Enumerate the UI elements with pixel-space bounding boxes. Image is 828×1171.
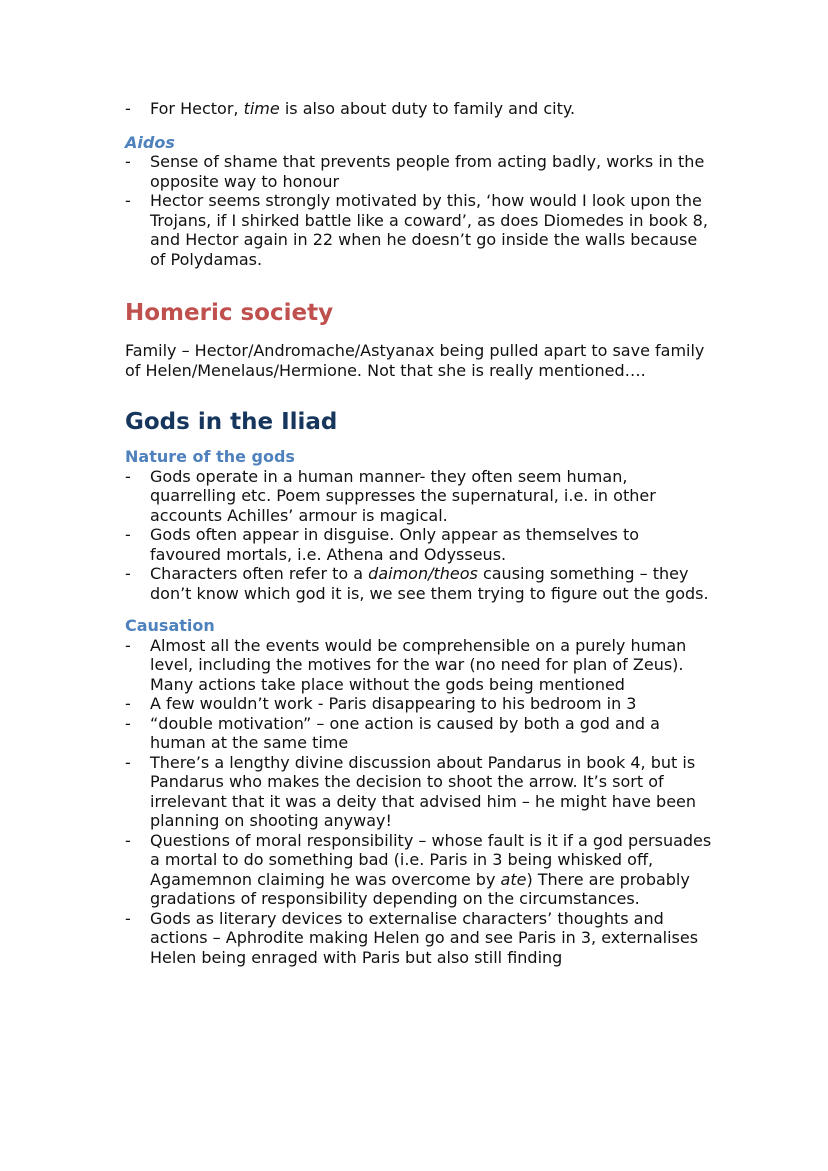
intro-list — [125, 99, 715, 119]
gods-heading: Gods in the Iliad — [125, 409, 338, 435]
list-item — [125, 564, 715, 603]
italic-term: ate — [500, 869, 527, 889]
bullet-dash: - — [125, 635, 131, 655]
list-item-text — [150, 564, 709, 603]
list-item — [125, 467, 715, 526]
text-run: Hector seems strongly motivated by this, ‘how would I look upon the Trojans, if I shirked battle like a coward’, as does Diomedes in book 8, and Hector again in 22 when he doesn’t go inside the walls because of Polydamas. — [150, 191, 708, 269]
list-item — [125, 831, 715, 909]
list-item-text — [150, 694, 636, 713]
list-item-text — [150, 714, 660, 753]
list-item-text — [150, 191, 708, 269]
aidos-list — [125, 152, 715, 269]
text-run: For Hector, — [150, 99, 244, 118]
list-item-text — [150, 467, 656, 525]
list-item-text — [150, 99, 575, 118]
list-item — [125, 753, 715, 831]
text-run: Gods as literary devices to externalise characters’ thoughts and actions – Aphrodite making Helen go and see Paris in 3, externalises Helen being enraged with Paris but also still finding — [150, 908, 699, 967]
list-item-text — [150, 636, 686, 694]
list-item — [125, 191, 715, 269]
list-item-text — [150, 831, 711, 909]
causation-list — [125, 636, 715, 968]
bullet-dash: - — [125, 525, 131, 544]
text-run: “double motivation” – one action is caused by both a god and a human at the same time — [150, 713, 660, 752]
bullet-dash: - — [125, 713, 131, 733]
list-item — [125, 694, 715, 714]
document-page — [125, 99, 715, 967]
nature-of-gods-heading: Nature of the gods — [125, 447, 295, 466]
list-item-text — [150, 909, 698, 967]
bullet-dash: - — [125, 152, 131, 171]
bullet-dash: - — [125, 694, 131, 713]
italic-term: time — [243, 99, 280, 118]
bullet-dash: - — [125, 564, 131, 583]
italic-term: daimon/theos — [368, 564, 478, 583]
text-run: A few wouldn’t work - Paris disappearing to his bedroom in 3 — [150, 694, 637, 713]
bullet-dash: - — [125, 752, 131, 772]
list-item-text — [150, 753, 696, 831]
text-run: Sense of shame that prevents people from acting badly, works in the opposite way to honour — [150, 152, 705, 191]
homeric-society-heading: Homeric society — [125, 300, 334, 326]
text-run: Almost all the events would be comprehensible on a purely human level, including the motives for the war (no need for plan of Zeus). Many actions take place without the gods being mentioned — [150, 635, 687, 694]
text-run: is also about duty to family and city. — [279, 99, 576, 118]
text-run: Gods often appear in disguise. Only appear as themselves to favoured mortals, i.e. Athena and Odysseus. — [150, 525, 640, 564]
list-item — [125, 152, 715, 191]
nature-of-gods-list — [125, 467, 715, 604]
list-item — [125, 714, 715, 753]
causation-heading: Causation — [125, 616, 215, 635]
text-run: There’s a lengthy divine discussion about Pandarus in book 4, but is Pandarus who makes the decision to shoot the arrow. It’s sort of irrelevant that it was a deity that advised him – he might have been planning on shooting anyway! — [150, 752, 697, 830]
bullet-dash: - — [125, 466, 131, 486]
list-item — [125, 909, 715, 968]
homeric-society-paragraph: Family – Hector/Andromache/Astyanax being pulled apart to save family of Helen/Menelaus/Hermione. Not that she is really mentioned…. — [125, 341, 705, 380]
bullet-dash: - — [125, 99, 131, 118]
bullet-dash: - — [125, 908, 131, 928]
text-run: Characters often refer to a — [150, 564, 369, 583]
list-item-text — [150, 152, 704, 191]
aidos-heading: Aidos — [125, 132, 175, 152]
text-run: Gods operate in a human manner- they often seem human, quarrelling etc. Poem suppresses the supernatural, i.e. in other accounts Achilles’ armour is magical. — [150, 466, 656, 525]
bullet-dash: - — [125, 830, 131, 850]
bullet-dash: - — [125, 191, 131, 210]
list-item — [125, 636, 715, 695]
text-run: causing something – they don’t know which god it is, we see them trying to figure out the gods. — [150, 564, 709, 603]
text-run: Questions of moral responsibility – whose fault is it if a god persuades a mortal to do something bad (i.e. Paris in 3 being whisked off, Agamemnon claiming he was overcome by — [150, 830, 712, 889]
text-run: ) There are probably gradations of responsibility depending on the circumstances. — [150, 869, 690, 908]
list-item — [125, 525, 715, 564]
list-item-text — [150, 525, 639, 564]
list-item — [125, 99, 715, 119]
